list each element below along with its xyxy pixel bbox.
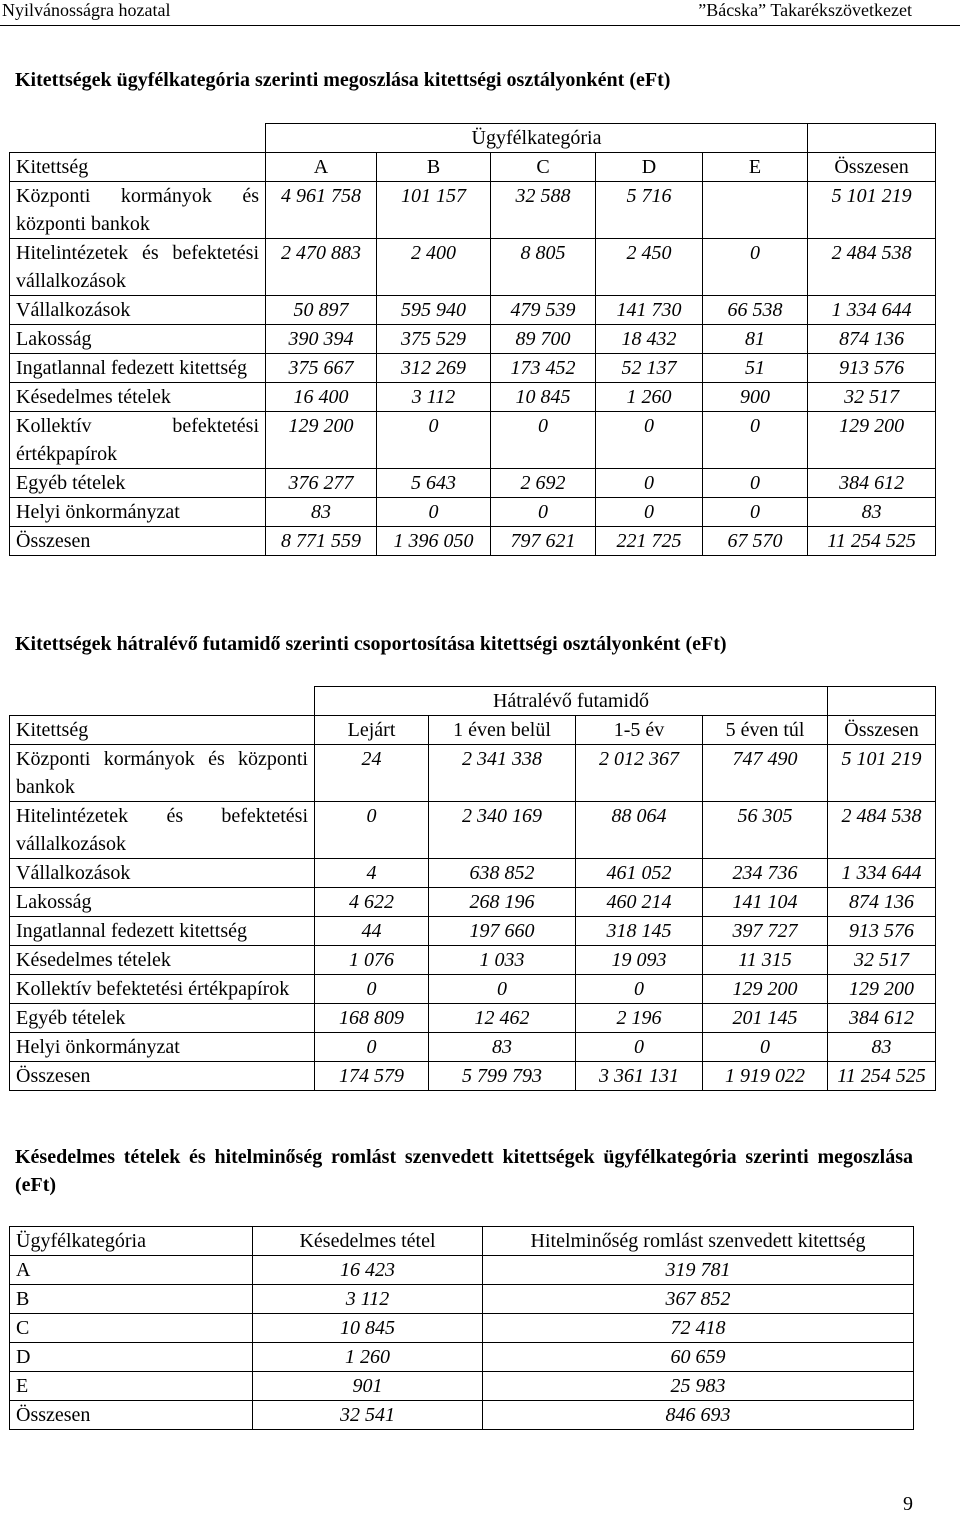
column-header-row [10, 153, 936, 182]
value-cell: 2 012 367 [576, 745, 703, 802]
column-header: B [377, 153, 491, 182]
value-cell: 50 897 [266, 296, 377, 325]
row-label-cell: Lakosság [10, 325, 266, 354]
table-row [10, 859, 936, 888]
table-row [10, 1401, 914, 1430]
column-header: C [491, 153, 596, 182]
value-cell: 0 [377, 498, 491, 527]
value-cell: 0 [596, 412, 703, 469]
column-header: Késedelmes tétel [253, 1227, 483, 1256]
value-cell: 32 517 [808, 383, 936, 412]
value-cell: 81 [703, 325, 808, 354]
table-row [10, 239, 936, 296]
value-cell: 0 [315, 1033, 429, 1062]
column-header: 5 éven túl [703, 716, 828, 745]
value-cell: 32 517 [828, 946, 936, 975]
value-cell: 479 539 [491, 296, 596, 325]
table-row [10, 1285, 914, 1314]
value-cell: 16 400 [266, 383, 377, 412]
value-cell: 12 462 [429, 1004, 576, 1033]
value-cell: 141 730 [596, 296, 703, 325]
group-header-row [10, 687, 936, 716]
value-cell: 72 418 [483, 1314, 914, 1343]
row-label-cell: Központi kormányok és központi bankok [10, 182, 266, 239]
value-cell: 384 612 [828, 1004, 936, 1033]
value-cell: 52 137 [596, 354, 703, 383]
value-cell: 5 799 793 [429, 1062, 576, 1091]
value-cell: 0 [576, 1033, 703, 1062]
value-cell: 397 727 [703, 917, 828, 946]
group-header-cell: Hátralévő futamidő [315, 687, 828, 716]
column-header: Összesen [828, 716, 936, 745]
column-header-row [10, 716, 936, 745]
value-cell: 638 852 [429, 859, 576, 888]
value-cell: 10 845 [491, 383, 596, 412]
value-cell: 19 093 [576, 946, 703, 975]
value-cell: 4 622 [315, 888, 429, 917]
value-cell: 1 334 644 [808, 296, 936, 325]
value-cell: 0 [703, 412, 808, 469]
value-cell: 312 269 [377, 354, 491, 383]
remaining-maturity-table [9, 686, 936, 1091]
value-cell: 2 341 338 [429, 745, 576, 802]
section1-heading: Kitettségek ügyfélkategória szerinti megoszlása kitettségi osztályonként (eFt) [15, 69, 671, 91]
table-row [10, 1343, 914, 1372]
column-header: Kitettség [10, 153, 266, 182]
value-cell: 129 200 [266, 412, 377, 469]
value-cell: 5 716 [596, 182, 703, 239]
row-label-cell: B [10, 1285, 253, 1314]
value-cell: 1 919 022 [703, 1062, 828, 1091]
value-cell: 1 260 [596, 383, 703, 412]
table-row [10, 325, 936, 354]
value-cell: 375 529 [377, 325, 491, 354]
column-header: Ügyfélkategória [10, 1227, 253, 1256]
value-cell: 0 [703, 1033, 828, 1062]
value-cell: 3 361 131 [576, 1062, 703, 1091]
value-cell: 747 490 [703, 745, 828, 802]
value-cell: 5 101 219 [808, 182, 936, 239]
value-cell: 16 423 [253, 1256, 483, 1285]
value-cell: 0 [315, 802, 429, 859]
row-label-cell: Hitelintézetek és befektetési vállalkozások [10, 239, 266, 296]
value-cell: 24 [315, 745, 429, 802]
empty-corner-cell [10, 124, 266, 153]
value-cell: 25 983 [483, 1372, 914, 1401]
column-header: 1-5 év [576, 716, 703, 745]
value-cell: 0 [491, 498, 596, 527]
value-cell: 129 200 [828, 975, 936, 1004]
value-cell: 0 [429, 975, 576, 1004]
value-cell: 8 771 559 [266, 527, 377, 556]
group-header-row [10, 124, 936, 153]
value-cell: 8 805 [491, 239, 596, 296]
value-cell: 32 541 [253, 1401, 483, 1430]
value-cell: 83 [429, 1033, 576, 1062]
value-cell: 376 277 [266, 469, 377, 498]
value-cell: 874 136 [828, 888, 936, 917]
value-cell: 913 576 [828, 917, 936, 946]
table-row [10, 1033, 936, 1062]
value-cell: 797 621 [491, 527, 596, 556]
value-cell: 201 145 [703, 1004, 828, 1033]
value-cell: 83 [828, 1033, 936, 1062]
value-cell: 18 432 [596, 325, 703, 354]
row-label-cell: E [10, 1372, 253, 1401]
value-cell: 60 659 [483, 1343, 914, 1372]
row-label-cell: Hitelintézetek és befektetési vállalkozások [10, 802, 315, 859]
value-cell: 0 [596, 469, 703, 498]
table-row [10, 946, 936, 975]
column-header: E [703, 153, 808, 182]
value-cell: 51 [703, 354, 808, 383]
value-cell: 319 781 [483, 1256, 914, 1285]
value-cell: 595 940 [377, 296, 491, 325]
value-cell [703, 182, 808, 239]
value-cell: 5 101 219 [828, 745, 936, 802]
value-cell: 234 736 [703, 859, 828, 888]
table-row [10, 745, 936, 802]
value-cell: 5 643 [377, 469, 491, 498]
row-label-cell: Helyi önkormányzat [10, 1033, 315, 1062]
value-cell: 1 334 644 [828, 859, 936, 888]
row-label-cell: Kollektív befektetési értékpapírok [10, 975, 315, 1004]
value-cell: 129 200 [703, 975, 828, 1004]
table-row [10, 802, 936, 859]
header-right-text: ”Bácska” Takarékszövetkezet [698, 0, 912, 20]
value-cell: 197 660 [429, 917, 576, 946]
row-label-cell: Összesen [10, 1401, 253, 1430]
page-number: 9 [903, 1493, 913, 1515]
section2-heading: Kitettségek hátralévő futamidő szerinti csoportosítása kitettségi osztályonként (eFt) [15, 633, 727, 655]
row-label-cell: A [10, 1256, 253, 1285]
row-label-cell: Késedelmes tételek [10, 383, 266, 412]
row-label-cell: Összesen [10, 527, 266, 556]
value-cell: 268 196 [429, 888, 576, 917]
row-label-cell: Vállalkozások [10, 296, 266, 325]
value-cell: 44 [315, 917, 429, 946]
value-cell: 913 576 [808, 354, 936, 383]
customer-category-table [9, 123, 936, 556]
value-cell: 390 394 [266, 325, 377, 354]
value-cell: 2 484 538 [828, 802, 936, 859]
row-label-cell: Összesen [10, 1062, 315, 1091]
value-cell: 900 [703, 383, 808, 412]
value-cell: 0 [703, 469, 808, 498]
value-cell: 10 845 [253, 1314, 483, 1343]
table-row [10, 917, 936, 946]
value-cell: 89 700 [491, 325, 596, 354]
value-cell: 901 [253, 1372, 483, 1401]
value-cell: 367 852 [483, 1285, 914, 1314]
table-row [10, 296, 936, 325]
value-cell: 174 579 [315, 1062, 429, 1091]
column-header: Kitettség [10, 716, 315, 745]
column-header: Hitelminőség romlást szenvedett kitettség [483, 1227, 914, 1256]
value-cell: 129 200 [808, 412, 936, 469]
row-label-cell: Helyi önkormányzat [10, 498, 266, 527]
past-due-impaired-table [9, 1226, 914, 1430]
column-header: D [596, 153, 703, 182]
value-cell: 83 [266, 498, 377, 527]
value-cell: 2 450 [596, 239, 703, 296]
value-cell: 0 [491, 412, 596, 469]
column-header: Összesen [808, 153, 936, 182]
value-cell: 384 612 [808, 469, 936, 498]
group-header-cell: Ügyfélkategória [266, 124, 808, 153]
row-label-cell: Vállalkozások [10, 859, 315, 888]
value-cell: 0 [703, 498, 808, 527]
value-cell: 1 396 050 [377, 527, 491, 556]
value-cell: 101 157 [377, 182, 491, 239]
table-row [10, 1256, 914, 1285]
table-row [10, 1062, 936, 1091]
table-row [10, 354, 936, 383]
table-row [10, 412, 936, 469]
row-label-cell: C [10, 1314, 253, 1343]
row-label-cell: Ingatlannal fedezett kitettség [10, 917, 315, 946]
table-row [10, 527, 936, 556]
value-cell: 2 692 [491, 469, 596, 498]
value-cell: 2 470 883 [266, 239, 377, 296]
table-row [10, 1314, 914, 1343]
value-cell: 1 033 [429, 946, 576, 975]
value-cell: 0 [315, 975, 429, 1004]
column-header: Lejárt [315, 716, 429, 745]
value-cell: 141 104 [703, 888, 828, 917]
row-label-cell: Egyéb tételek [10, 469, 266, 498]
value-cell: 2 340 169 [429, 802, 576, 859]
value-cell: 66 538 [703, 296, 808, 325]
table-row [10, 469, 936, 498]
header-rule [0, 25, 960, 26]
value-cell: 2 400 [377, 239, 491, 296]
value-cell: 460 214 [576, 888, 703, 917]
section3-heading: Késedelmes tételek és hitelminőség romlást szenvedett kitettségek ügyfélkategória szerinti megoszlása (eFt) [15, 1146, 913, 1196]
value-cell: 2 196 [576, 1004, 703, 1033]
row-label-cell: Lakosság [10, 888, 315, 917]
table-row [10, 975, 936, 1004]
empty-header-cell [808, 124, 936, 153]
value-cell: 67 570 [703, 527, 808, 556]
column-header-row [10, 1227, 914, 1256]
value-cell: 1 076 [315, 946, 429, 975]
row-label-cell: D [10, 1343, 253, 1372]
column-header: 1 éven belül [429, 716, 576, 745]
value-cell: 4 [315, 859, 429, 888]
value-cell: 846 693 [483, 1401, 914, 1430]
row-label-cell: Kollektív befektetési értékpapírok [10, 412, 266, 469]
value-cell: 168 809 [315, 1004, 429, 1033]
table-row [10, 498, 936, 527]
value-cell: 375 667 [266, 354, 377, 383]
column-header: A [266, 153, 377, 182]
value-cell: 0 [576, 975, 703, 1004]
value-cell: 173 452 [491, 354, 596, 383]
value-cell: 88 064 [576, 802, 703, 859]
row-label-cell: Ingatlannal fedezett kitettség [10, 354, 266, 383]
table-row [10, 1004, 936, 1033]
empty-header-cell [828, 687, 936, 716]
value-cell: 2 484 538 [808, 239, 936, 296]
table-row [10, 182, 936, 239]
value-cell: 3 112 [377, 383, 491, 412]
value-cell: 3 112 [253, 1285, 483, 1314]
value-cell: 318 145 [576, 917, 703, 946]
value-cell: 0 [596, 498, 703, 527]
value-cell: 56 305 [703, 802, 828, 859]
empty-corner-cell [10, 687, 315, 716]
value-cell: 874 136 [808, 325, 936, 354]
value-cell: 221 725 [596, 527, 703, 556]
table-row [10, 383, 936, 412]
value-cell: 461 052 [576, 859, 703, 888]
value-cell: 11 254 525 [808, 527, 936, 556]
value-cell: 0 [377, 412, 491, 469]
value-cell: 0 [703, 239, 808, 296]
value-cell: 1 260 [253, 1343, 483, 1372]
value-cell: 83 [808, 498, 936, 527]
table-row [10, 1372, 914, 1401]
header-left-text: Nyilvánosságra hozatal [2, 0, 171, 20]
value-cell: 4 961 758 [266, 182, 377, 239]
table-row [10, 888, 936, 917]
value-cell: 11 254 525 [828, 1062, 936, 1091]
row-label-cell: Központi kormányok és központi bankok [10, 745, 315, 802]
value-cell: 32 588 [491, 182, 596, 239]
value-cell: 11 315 [703, 946, 828, 975]
row-label-cell: Egyéb tételek [10, 1004, 315, 1033]
row-label-cell: Késedelmes tételek [10, 946, 315, 975]
